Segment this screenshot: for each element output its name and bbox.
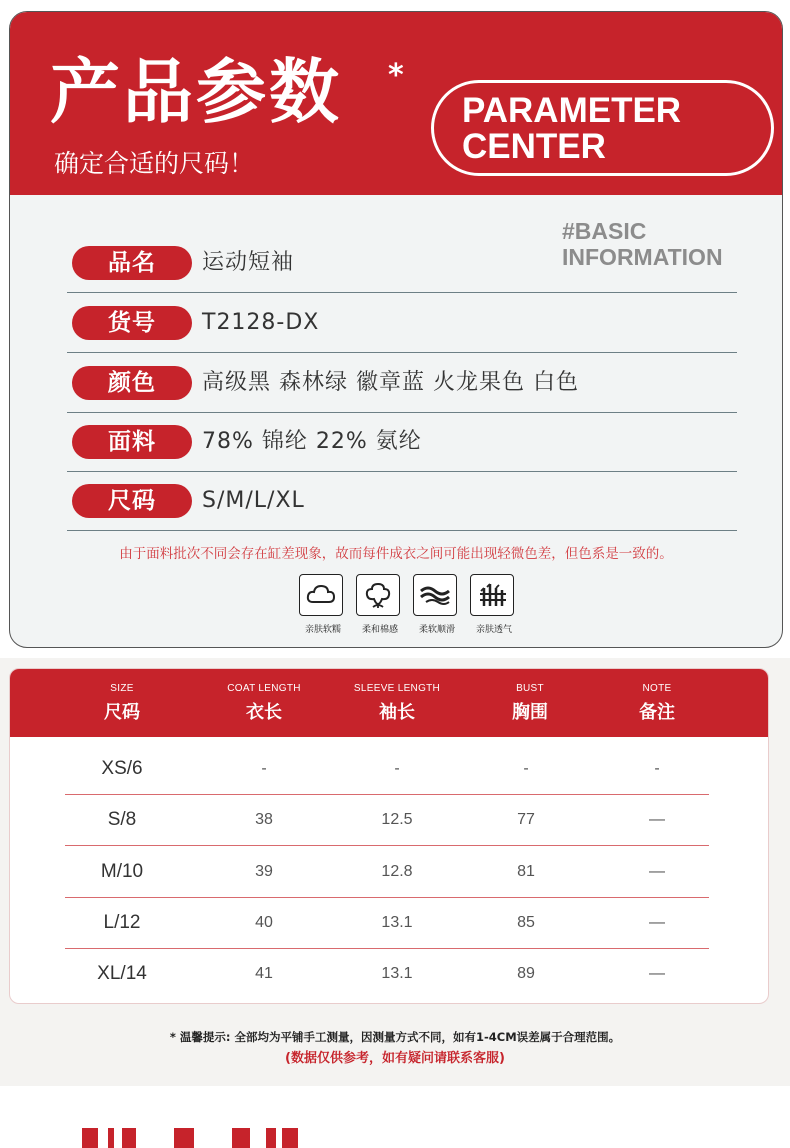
color-difference-notice: 由于面料批次不同会存在缸差现象，故而每件成衣之间可能出现轻微色差，但色系是一致的。	[119, 546, 673, 562]
param-row-sku	[67, 294, 737, 353]
feature-label: 亲肤透气	[475, 625, 512, 635]
table-row: M/10 39 12.8 81 —	[65, 847, 709, 898]
reference-note: (数据仅供参考，如有疑问请联系客服)	[285, 1051, 505, 1066]
table-row: S/8 38 12.5 77 —	[65, 795, 709, 846]
parameter-header	[10, 12, 782, 195]
param-row-fabric	[67, 413, 737, 472]
table-row: L/12 40 13.1 85 —	[65, 898, 709, 949]
badge-line-1: PARAMETER	[462, 91, 682, 130]
param-value: T2128-DX	[202, 310, 320, 335]
next-section-peek	[82, 1128, 322, 1148]
feature-item	[470, 574, 518, 635]
param-value: 运动短袖	[202, 250, 295, 275]
param-label: 颜色	[72, 366, 192, 400]
param-label: 面料	[72, 425, 192, 459]
param-label: 尺码	[72, 484, 192, 518]
feature-item	[413, 574, 461, 635]
breathable-icon	[470, 574, 514, 616]
feather-icon	[413, 574, 457, 616]
param-row-size	[67, 472, 737, 531]
feature-icons	[299, 574, 519, 638]
measurement-tip: * 温馨提示: 全部均为平铺手工测量，因测量方式不同，如有1-4CM误差属于合理范围。	[169, 1030, 621, 1044]
column-header-size: SIZE 尺码	[104, 683, 140, 723]
parameter-center-badge	[431, 80, 774, 176]
feature-label: 亲肤软糯	[304, 625, 341, 635]
param-row-color	[67, 354, 737, 413]
cloud-icon	[299, 574, 343, 616]
cotton-icon	[356, 574, 400, 616]
table-row: XL/14 41 13.1 89 —	[97, 963, 665, 984]
param-label: 品名	[72, 246, 192, 280]
column-header-coat-length: COAT LENGTH 衣长	[227, 683, 301, 723]
size-table-header	[10, 669, 768, 737]
table-row: XS/6 - - - -	[65, 744, 709, 795]
basic-line-1: #BASIC	[562, 218, 647, 244]
page-subtitle: 确定合适的尺码！	[54, 149, 255, 178]
basic-line-2: INFORMATION	[562, 244, 723, 270]
title-asterisk: *	[388, 58, 404, 93]
feature-label: 柔软顺滑	[418, 625, 455, 635]
feature-item	[299, 574, 347, 635]
param-row-name	[67, 234, 737, 293]
product-parameter-card	[9, 11, 783, 648]
param-label: 货号	[72, 306, 192, 340]
feature-label: 柔和棉感	[361, 625, 398, 635]
page-title: 产品参数	[50, 51, 342, 133]
column-header-sleeve-length: SLEEVE LENGTH 袖长	[353, 683, 441, 723]
column-header-note: NOTE 备注	[639, 683, 675, 723]
badge-line-2: CENTER	[462, 127, 606, 166]
param-value: 78% 锦纶 22% 氨纶	[202, 429, 422, 454]
feature-item	[356, 574, 404, 635]
size-chart-card	[9, 668, 769, 1004]
param-value: 高级黑 森林绿 徽章蓝 火龙果色 白色	[202, 370, 579, 395]
column-header-bust: BUST 胸围	[512, 683, 548, 723]
param-value: S/M/L/XL	[202, 488, 305, 513]
